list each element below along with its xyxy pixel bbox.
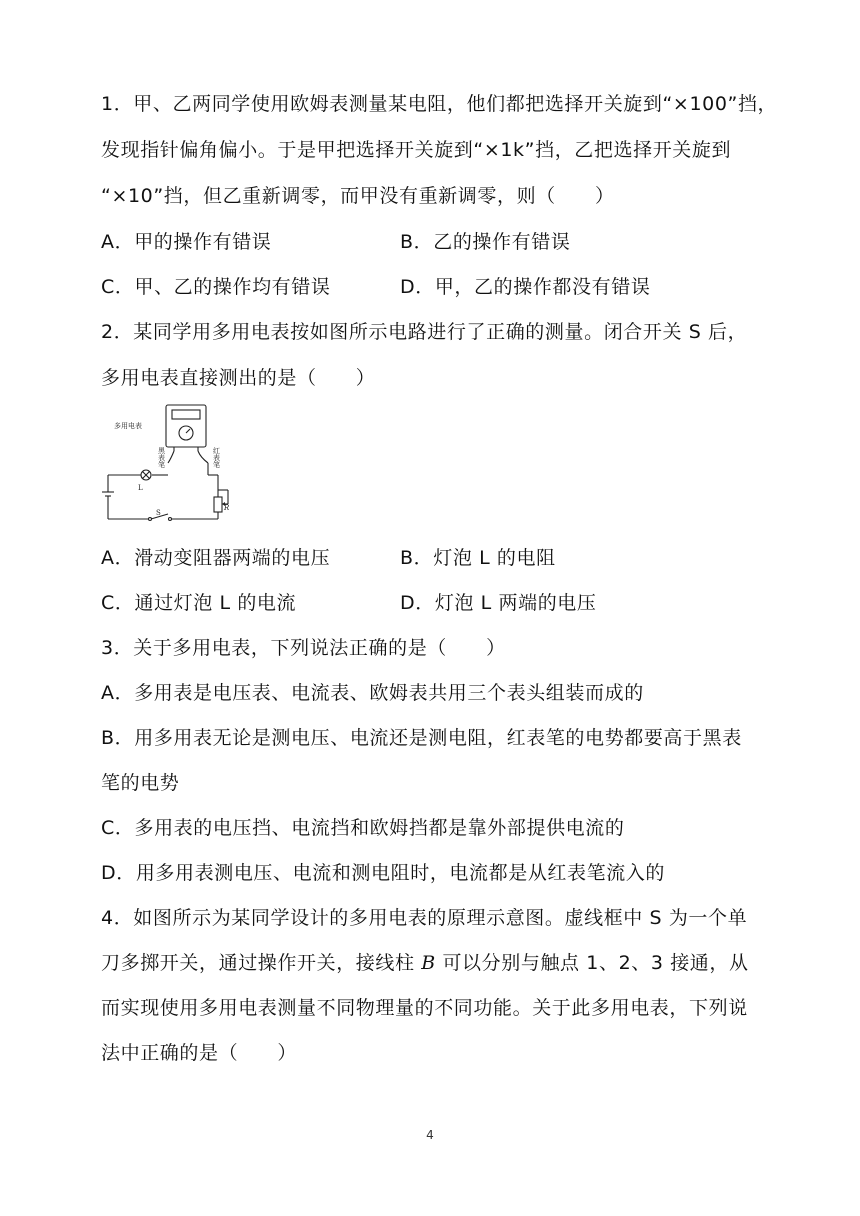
q3-option-d: D．用多用表测电压、电流和测电阻时，电流都是从红表笔流入的	[101, 862, 666, 884]
resistor-label: R	[224, 504, 230, 512]
q4-line2-part-c: 可以分别与触点 1、2、3 接通，从	[435, 952, 749, 974]
q1-option-c: C．甲、乙的操作均有错误	[101, 276, 331, 298]
black-probe-char-2: 表	[158, 454, 165, 462]
q1-option-a: A．甲的操作有错误	[101, 231, 272, 253]
q1-stem-line3: “×10”挡，但乙重新调零，而甲没有重新调零，则（ ）	[101, 185, 615, 207]
q2-option-d: D．灯泡 L 两端的电压	[400, 592, 597, 614]
q4-stem-line4: 法中正确的是（ ）	[101, 1042, 298, 1064]
q4-stem-line3: 而实现使用多用电表测量不同物理量的不同功能。关于此多用电表，下列说	[101, 997, 748, 1019]
q4-line2-part-a: 刀多掷开关，通过操作开关，接线柱	[101, 952, 422, 974]
page-number: 4	[426, 1128, 434, 1142]
circuit-diagram	[100, 400, 240, 526]
switch-label: S	[156, 509, 161, 517]
red-probe-char-2: 表	[213, 454, 220, 462]
black-probe-char-3: 笔	[158, 461, 165, 469]
red-probe-char-1: 红	[213, 447, 220, 455]
q3-stem: 3．关于多用电表，下列说法正确的是（ ）	[101, 637, 506, 659]
red-probe-char-3: 笔	[213, 461, 220, 469]
q4-stem-line2	[101, 950, 749, 976]
black-probe-char-1: 黑	[158, 447, 165, 455]
rheostat-symbol	[214, 497, 222, 512]
q2-stem-line2: 多用电表直接测出的是（ ）	[101, 367, 376, 389]
q2-stem-line1: 2．某同学用多用电表按如图所示电路进行了正确的测量。闭合开关 S 后，	[101, 321, 748, 343]
q3-option-c: C．多用表的电压挡、电流挡和欧姆挡都是靠外部提供电流的	[101, 817, 625, 839]
q3-option-b-line2: 笔的电势	[101, 772, 180, 794]
q1-stem-line2: 发现指针偏角偏小。于是甲把选择开关旋到“×1k”挡，乙把选择开关旋到	[101, 139, 732, 161]
q1-stem-line1: 1．甲、乙两同学使用欧姆表测量某电阻，他们都把选择开关旋到“×100”挡，	[101, 93, 778, 115]
q1-option-d: D．甲，乙的操作都没有错误	[400, 276, 651, 298]
terminal-b-label: B	[421, 952, 436, 974]
lamp-label: L	[138, 484, 143, 492]
q3-option-b-line1: B．用多用表无论是测电压、电流还是测电阻，红表笔的电势都要高于黑表	[101, 727, 742, 749]
q4-stem-line1: 4．如图所示为某同学设计的多用电表的原理示意图。虚线框中 S 为一个单	[101, 907, 748, 929]
q3-option-a: A．多用表是电压表、电流表、欧姆表共用三个表头组装而成的	[101, 682, 644, 704]
q1-option-b: B．乙的操作有错误	[400, 231, 571, 253]
q2-option-c: C．通过灯泡 L 的电流	[101, 592, 297, 614]
q2-option-a: A．滑动变阻器两端的电压	[101, 547, 331, 569]
black-probe-lead	[168, 451, 174, 463]
q2-option-b: B．灯泡 L 的电阻	[400, 547, 556, 569]
red-probe-lead	[198, 451, 208, 463]
multimeter-label: 多用电表	[114, 422, 142, 430]
multimeter-display	[172, 410, 200, 419]
